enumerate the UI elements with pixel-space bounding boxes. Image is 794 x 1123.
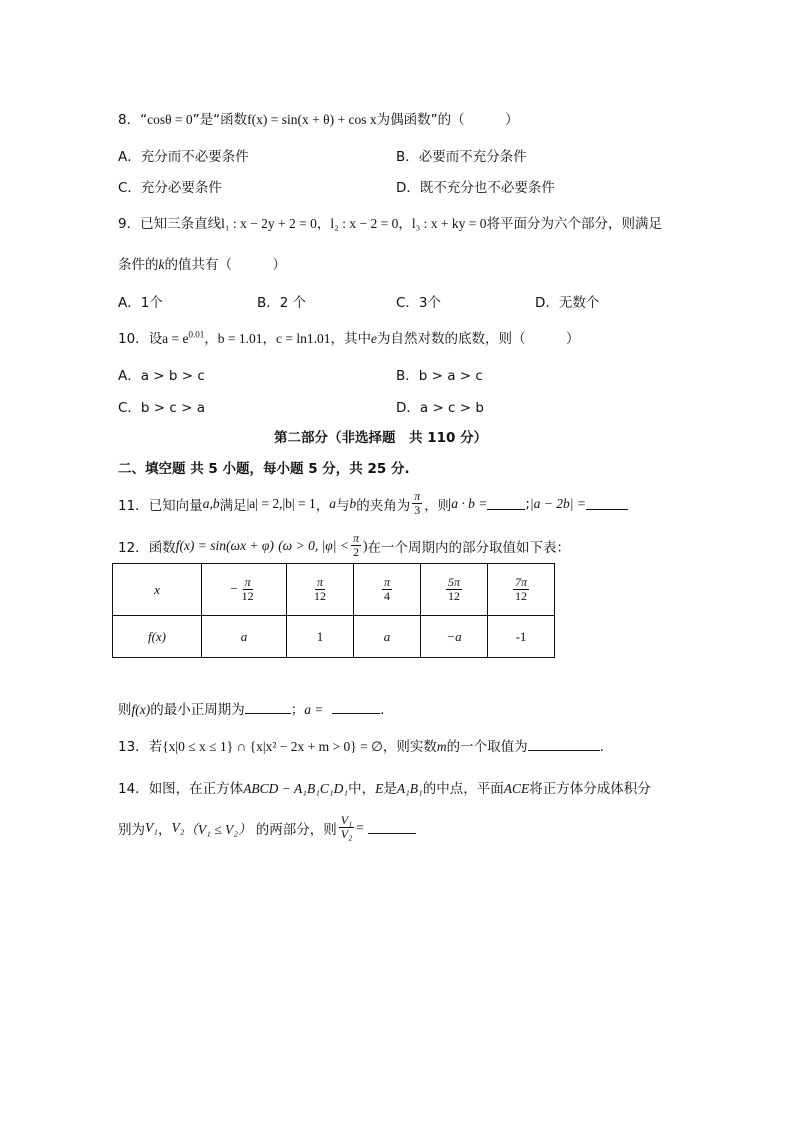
- q9-stem-line2: 条件的k的值共有（ ）: [118, 257, 286, 273]
- table-cell: $\frac{\pi}{4}$: [354, 564, 421, 616]
- table-cell: − $\frac{\pi}{12}$: [202, 564, 287, 616]
- q8-number: 8．: [118, 112, 141, 128]
- q10-stem: 10．设$a = e^{0.01}$，b = 1.01，c = ln1.01，其中e为自然对数的底数，则（ ）: [118, 329, 580, 347]
- q9-line-l1: l₁ : x − 2y + 2 = 0: [221, 216, 317, 231]
- table-cell: -1: [488, 616, 555, 658]
- table-header-x: x: [113, 564, 202, 616]
- q14-stem-line2: 别为 V₁ ， V₂ （V₁ ≤ V₂） 的两部分，则 $\frac{\text{V₁}}{\text{V₂}}$ =: [118, 814, 416, 841]
- q9-line-l2: l₂ : x − 2 = 0: [330, 216, 399, 231]
- table-cell: $\frac{5\pi}{12}$: [421, 564, 488, 616]
- q11-stem: 11． 已知向量 a,b 满足 |a| = 2,|b| = 1 ， a 与 b 的夹角为 $\frac{\pi}{3}$ ，则 a · b = ; |a − 2b| =: [118, 490, 628, 517]
- q12-phi-bound: $\frac{\pi}{2}$: [352, 531, 359, 559]
- q13-stem: 13．若{x|0 ≤ x ≤ 1} ∩ {x|x² − 2x + m > 0} = ∅，则实数m的一个取值为 .: [118, 739, 604, 755]
- q9-option-a: A．1个: [118, 295, 163, 311]
- q12-question: 则f(x)的最小正周期为 ；a = .: [118, 702, 385, 718]
- q13-number: 13．: [118, 739, 149, 755]
- q10-option-a: A．a > b > c: [118, 368, 205, 384]
- table-row-f: [113, 616, 555, 658]
- part2-title: 第二部分（非选择题 共 110 分）: [274, 430, 488, 446]
- table-cell: $\frac{\pi}{12}$: [287, 564, 354, 616]
- q8-option-c: C．充分必要条件: [118, 180, 222, 196]
- q12-value-table: [112, 563, 555, 658]
- q9-option-c: C．3个: [396, 295, 442, 311]
- q12-number: 12．: [118, 539, 149, 556]
- q9-stem-line1: 9．已知三条直线l₁ : x − 2y + 2 = 0，l₂ : x − 2 = 0，l₃ : x + ky = 0将平面分为六个部分，则满足: [118, 216, 663, 232]
- table-cell: a: [202, 616, 287, 658]
- q9-option-d: D．无数个: [535, 295, 600, 311]
- q8-option-a: A．充分而不必要条件: [118, 149, 249, 165]
- q11-angle-fraction: $\frac{\pi}{3}$: [414, 489, 421, 517]
- q8-option-b: B．必要而不充分条件: [396, 149, 527, 165]
- q12-blank-period[interactable]: [245, 701, 291, 714]
- table-cell: 1: [287, 616, 354, 658]
- table-row-x: [113, 564, 555, 616]
- q10-option-d: D．a > c > b: [396, 400, 484, 416]
- q8-function: f(x) = sin(x + θ) + cos x: [247, 112, 377, 127]
- q14-blank[interactable]: [368, 821, 416, 834]
- q14-volume-ratio: $\frac{\text{V₁}}{\text{V₂}}$: [340, 813, 353, 841]
- table-cell: a: [354, 616, 421, 658]
- q11-number: 11．: [118, 497, 149, 514]
- table-cell: $\frac{7\pi}{12}$: [488, 564, 555, 616]
- q12-stem: 12． 函数 f(x) = sin(ωx + φ) (ω > 0, |φ| < $\frac{\pi}{2}$ ) 在一个周期内的部分取值如下表：: [118, 531, 570, 559]
- table-cell: −a: [421, 616, 488, 658]
- section-heading: 二、填空题 共 5 小题，每小题 5 分，共 25 分.: [118, 461, 410, 477]
- q11-blank-dot[interactable]: [487, 497, 525, 510]
- q9-number: 9．: [118, 216, 141, 232]
- q10-option-c: C．b > c > a: [118, 400, 205, 416]
- table-header-f: f(x): [113, 616, 202, 658]
- q14-stem-line1: 14．如图，在正方体ABCD − A₁B₁C₁D₁中，E是A₁B₁的中点，平面ACE将正方体分成体积分: [118, 781, 651, 797]
- q8-condition: cosθ = 0: [147, 112, 193, 127]
- q13-set-expression: {x|0 ≤ x ≤ 1} ∩ {x|x² − 2x + m > 0} = ∅: [162, 739, 383, 754]
- q12-blank-a[interactable]: [332, 701, 380, 714]
- q11-blank-norm[interactable]: [586, 497, 628, 510]
- q8-option-d: D．既不充分也不必要条件: [396, 180, 555, 196]
- q9-option-b: B．2 个: [257, 295, 307, 311]
- q10-number: 10．: [118, 331, 149, 347]
- q10-option-b: B．b > a > c: [396, 368, 483, 384]
- q9-line-l3: l₃ : x + ky = 0: [411, 216, 487, 231]
- q13-blank[interactable]: [528, 738, 600, 751]
- q8-stem: 8．“cosθ = 0”是“函数f(x) = sin(x + θ) + cos x为偶函数”的（ ）: [118, 112, 519, 128]
- q14-number: 14．: [118, 781, 149, 797]
